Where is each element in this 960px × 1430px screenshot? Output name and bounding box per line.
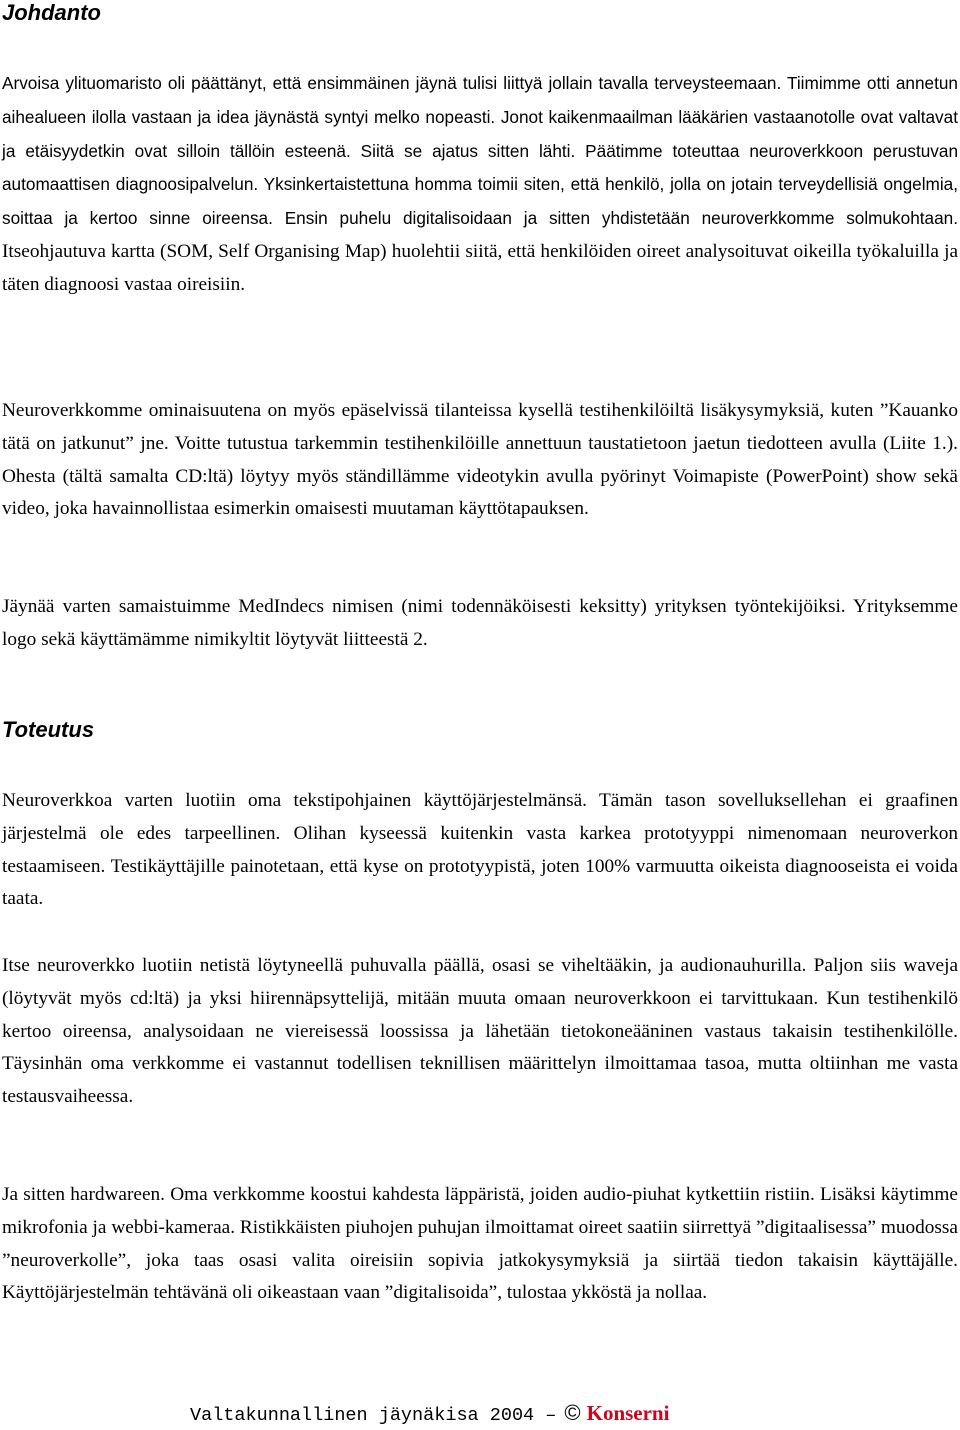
copyright-symbol: © [564, 1400, 581, 1425]
page-footer [190, 1399, 669, 1430]
brand-name: onserni [602, 1401, 670, 1425]
paragraph-features: Neuroverkkomme ominaisuutena on myös epäselvissä tilanteissa kysellä testihenkilöiltä lisäkysymyksiä, kuten ”Kauanko tätä on jatkunut” jne. Voitte tutustua tarkemmin testihenkilöille annettuun taustatietoon jaetun tiedotteen avulla (Liite 1.). Ohesta (tältä samalta CD:ltä) löytyy myös ständillämme videotykin avulla pyörinyt Voimapiste (PowerPoint) show sekä video, joka havainnollistaa esimerkin omaisesti muutaman käyttötapauksen. [2, 400, 958, 520]
paragraph-intro [2, 67, 958, 302]
paragraph-hardware: Ja sitten hardwareen. Oma verkkomme koostui kahdesta läppäristä, joiden audio-piuhat kytkettiin ristiin. Lisäksi käytimme mikrofonia ja webbi-kameraa. Ristikkäisten piuhojen puhujan ilmoittamat oireet saatiin siirrettyä ”digitaalisessa” muodossa ”neuroverkolle”, joka taas osasi valita oireisiin sopivia jatkokysymyksiä ja siirtää tiedon takaisin käyttäjälle. Käyttöjärjestelmän tehtävänä oli oikeastaan vaan ”digitalisoida”, tulostaa ykköstä ja nollaa. [2, 1184, 958, 1304]
paragraph-intro-sans: Arvoisa ylituomaristo oli päättänyt, että ensimmäinen jäynä tulisi liittyä jollain tavalla terveysteemaan. Tiimimme otti annetun aihealueen ilolla vastaan ja idea jäynästä syntyi melko nopeasti. Jonot kaikenmaailman lääkärien vastaanotolle ovat valtavat ja etäisyydetkin ovat silloin tällöin esteenä. Siitä se ajatus sitten lähti. Päätimme toteuttaa neuroverkkoon perustuvan automaattisen diagnoosipalvelun. Yksinkertaistettuna homma toimii siten, että henkilö, jolla on jotain terveydellisiä ongelmia, soittaa ja kertoo sinne oireensa. Ensin puhelu digitalisoidaan ja sitten yhdistetään neuroverkkomme solmukohtaan. [2, 73, 958, 229]
brand-logo [587, 1401, 670, 1425]
footer-text: Valtakunnallinen jäynäkisa 2004 – [190, 1405, 557, 1426]
paragraph-network: Itse neuroverkko luotiin netistä löytyneellä puhuvalla päällä, osasi se viheltääkin, ja audionauhurilla. Paljon siis waveja (löytyvät myös cd:ltä) ja yksi hiirennäpsyttelijä, mitään muuta omaan neuroverkkoon ei tarvittukaan. Kun testihenkilö kertoo oireensa, analysoidaan ne viereisessä loossissa ja lähetään tietokoneääninen vastaus takaisin testihenkilölle. Täysinhän oma verkkomme ei vastannut todellisen teknillisen määrittelyn ilmoittamaa tasoa, mutta oltiinhan me vasta testausvaiheessa. [2, 955, 958, 1108]
section-heading-johdanto: Johdanto [2, 0, 101, 25]
section-heading-toteutus: Toteutus [2, 717, 95, 742]
paragraph-os: Neuroverkkoa varten luotiin oma tekstipohjainen käyttöjärjestelmänsä. Tämän tason sovelluksellehan ei graafinen järjestelmä ole edes tarpeellinen. Olihan kyseessä kuitenkin vasta karkea prototyyppi nimenomaan neuroverkon testaamiseen. Testikäyttäjille painotetaan, että kyse on prototyypistä, joten 100% varmuutta oikeista diagnooseista ei voida taata. [2, 790, 958, 910]
paragraph-intro-serif: Itseohjautuva kartta (SOM, Self Organising Map) huolehtii siitä, että henkilöiden oireet analysoituvat oikeilla työkaluilla ja täten diagnoosi vastaa oireisiin. [2, 240, 958, 295]
paragraph-company: Jäynää varten samaistuimme MedIndecs nimisen (nimi todennäköisesti keksitty) yrityksen työntekijöiksi. Yrityksemme logo sekä käyttämämme nimikyltit löytyvät liitteestä 2. [2, 596, 958, 650]
brand-initial: K [586, 1401, 603, 1425]
